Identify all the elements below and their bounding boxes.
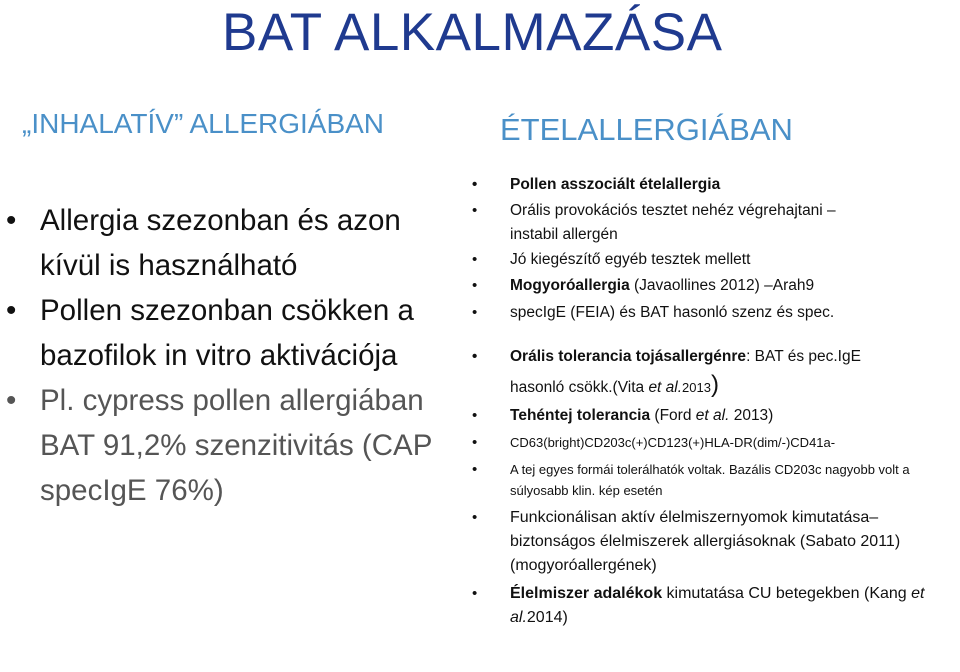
milk-et-al: et al. [695, 407, 730, 424]
slide-title: BAT ALKALMAZÁSA [222, 3, 723, 62]
egg-paren: ) [710, 370, 719, 398]
egg-year: 2013 [682, 379, 711, 395]
food-additives-text: kimutatása CU betegekben (Kang [662, 584, 912, 602]
left-bullet-3: • Pl. cypress pollen allergiában BAT 91,2% szenzitivitás (CAP specIgE 76%) [0, 378, 450, 513]
right-bullet-specige: • specIgE (FEIA) és BAT hasonló szenz és spec. [458, 300, 958, 327]
right-bullet-food-traces: • Funkcionálisan aktív élelmiszernyomok kimutatása– biztonságos élelmiszerek allergiásoknak (Sabato 2011) (mogyoróallergének) [458, 506, 958, 578]
peanut-label: Mogyoróallergia [510, 277, 630, 294]
milk-tolerance-label: Tehéntej tolerancia [510, 407, 651, 424]
milk-forms-text-2: . Bazális CD203c nagyobb volt a súlyosabb klin [510, 461, 910, 498]
oral-provocation-text: Orális provokációs teszt [510, 201, 675, 219]
right-bullet-milk-tolerance [458, 403, 958, 430]
food-additives-year: 2014) [526, 608, 568, 626]
egg-tolerance-text: : BAT és pec.IgE [746, 348, 861, 365]
peanut-ref: (Javaollines 2012) –Arah9 [629, 277, 815, 294]
right-column-heading: ÉTELALLERGIÁBAN [500, 112, 793, 147]
right-bullet-cd63: • CD63(bright)CD203c(+)CD123(+)HLA-DR(dim/-)CD41a- [458, 430, 958, 456]
right-bullet-peanut [458, 273, 958, 300]
right-bullet-complementary: • Jó kiegészítő egyéb tesztek mellett [458, 247, 958, 274]
food-additives-et-al: et al. [510, 584, 925, 626]
right-bullet-oral-provocation [458, 199, 958, 247]
food-additives-label: Élelmiszer adalékok [510, 584, 663, 602]
milk-forms-text: A tej egyes formái tolerálhatók voltak [510, 461, 722, 477]
right-bullet-pollen: • Pollen asszociált ételallergia [458, 172, 958, 199]
milk-ref: (Ford [650, 407, 696, 424]
egg-tolerance-label: Orális tolerancia tojásallergénre [510, 348, 747, 365]
right-bullet-food-additives [458, 582, 958, 630]
right-bullet-egg-tolerance [458, 344, 958, 371]
right-bullet-milk-forms [458, 459, 958, 501]
left-column-heading: „INHALATÍV” ALLERGIÁBAN [22, 108, 385, 139]
right-bullet-list [458, 172, 958, 630]
left-bullet-list [0, 198, 450, 513]
egg-continuation-text: hasonló csökk.(Vita [510, 378, 649, 396]
left-bullet-2: • Pollen szezonban csökken a bazofilok in vitro aktivációja [0, 288, 450, 378]
milk-year: 2013) [729, 407, 774, 424]
egg-tolerance-continuation [458, 370, 958, 402]
left-bullet-1: • Allergia szezonban és azon kívül is használható [0, 198, 450, 288]
milk-forms-text-3: . kép esetén [591, 482, 663, 498]
oral-provocation-text-2: et nehéz végrehajtani – [674, 201, 836, 219]
oral-provocation-text-3: instabil allergén [510, 225, 618, 243]
egg-et-al: et al. [648, 378, 683, 396]
